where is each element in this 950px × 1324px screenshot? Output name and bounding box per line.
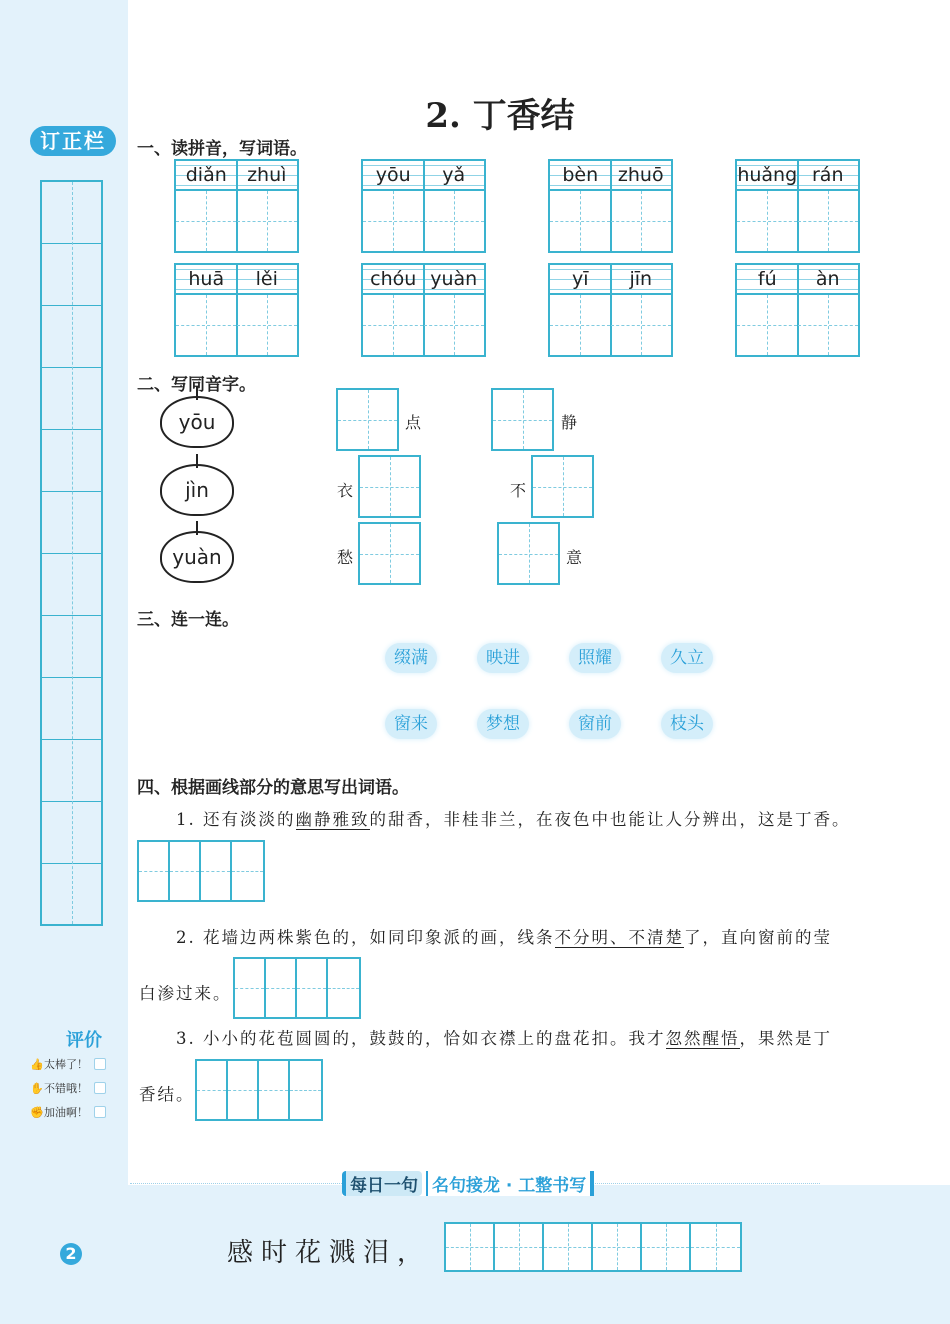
answer-cell[interactable] — [232, 842, 263, 900]
pinyin: bèn — [562, 164, 599, 186]
match-word[interactable]: 照耀 — [569, 643, 621, 673]
match-word[interactable]: 缀满 — [385, 643, 437, 673]
pinyin: yuàn — [430, 268, 478, 290]
section1-heading: 一、读拼音，写词语。 — [137, 139, 307, 159]
pinyin: huā — [188, 268, 225, 290]
checkbox[interactable] — [94, 1082, 106, 1094]
answer-cell[interactable] — [297, 959, 328, 1017]
char-label: 不 — [510, 481, 527, 500]
answer-box[interactable] — [358, 522, 421, 585]
copy-cell[interactable] — [544, 1224, 593, 1270]
answer-cell[interactable] — [328, 959, 359, 1017]
answer-grid[interactable] — [137, 840, 265, 902]
pinyin: yǎ — [442, 164, 466, 186]
match-word[interactable]: 久立 — [661, 643, 713, 673]
correction-column-badge: 订正栏 — [30, 126, 116, 156]
page-title: 2. 丁香结 — [425, 96, 575, 136]
answer-cell[interactable] — [201, 842, 232, 900]
apple-pinyin: jìn — [160, 464, 234, 516]
evaluation-title: 评价 — [66, 1030, 102, 1051]
match-word[interactable]: 枝头 — [661, 709, 713, 739]
answer-box[interactable] — [531, 455, 594, 518]
answer-cell[interactable] — [197, 1061, 228, 1119]
pinyin-word-box[interactable] — [174, 263, 299, 357]
copy-cell[interactable] — [446, 1224, 495, 1270]
char-label: 静 — [561, 413, 578, 432]
answer-cell[interactable] — [139, 842, 170, 900]
pinyin: yōu — [375, 164, 411, 186]
page-number: 2 — [60, 1243, 82, 1265]
evaluation-item: 👍 太棒了！ — [30, 1052, 120, 1076]
answer-cell[interactable] — [259, 1061, 290, 1119]
answer-box[interactable] — [358, 455, 421, 518]
pinyin-word-box[interactable] — [361, 159, 486, 253]
answer-cell[interactable] — [235, 959, 266, 1017]
copy-cell[interactable] — [691, 1224, 740, 1270]
evaluation-item: ✋ 不错哦！ — [30, 1076, 120, 1100]
answer-grid[interactable] — [195, 1059, 323, 1121]
daily-subtitle: 名句接龙 · 工整书写 — [426, 1171, 594, 1196]
pinyin: fú — [757, 268, 777, 290]
match-word[interactable]: 窗来 — [385, 709, 437, 739]
pinyin: àn — [815, 268, 840, 290]
question-3-line2: 香结。 — [139, 1085, 195, 1104]
apple-pinyin: yuàn — [160, 531, 234, 583]
copy-cell[interactable] — [593, 1224, 642, 1270]
pinyin: yī — [571, 268, 589, 290]
section2-heading: 二、写同音字。 — [137, 375, 256, 395]
pinyin: zhuì — [247, 164, 287, 186]
daily-sentence-header — [342, 1170, 594, 1196]
match-word[interactable]: 梦想 — [477, 709, 529, 739]
daily-tag: 每日一句 — [342, 1171, 422, 1196]
pinyin: zhuō — [617, 164, 664, 186]
match-word[interactable]: 窗前 — [569, 709, 621, 739]
checkbox[interactable] — [94, 1106, 106, 1118]
fist-icon: ✊ — [30, 1105, 44, 1119]
pinyin: chóu — [370, 268, 417, 290]
underlined-phrase: 忽然醒悟 — [665, 1029, 740, 1048]
answer-cell[interactable] — [266, 959, 297, 1017]
copy-cell[interactable] — [642, 1224, 691, 1270]
match-word[interactable]: 映进 — [477, 643, 529, 673]
pinyin-word-box[interactable] — [735, 263, 860, 357]
pinyin: huǎng — [737, 164, 798, 186]
thumbs-up-icon: 👍 — [30, 1057, 44, 1071]
evaluation-item: ✊ 加油啊！ — [30, 1100, 120, 1124]
answer-cell[interactable] — [170, 842, 201, 900]
answer-cell[interactable] — [290, 1061, 321, 1119]
pinyin: rán — [812, 164, 844, 186]
answer-grid[interactable] — [233, 957, 361, 1019]
answer-box[interactable] — [491, 388, 554, 451]
underlined-phrase: 幽静雅致 — [295, 810, 370, 829]
answer-box[interactable] — [497, 522, 560, 585]
char-label: 愁 — [337, 548, 354, 567]
answer-box[interactable] — [336, 388, 399, 451]
char-label: 意 — [566, 548, 583, 567]
question-3: 3. 小小的花苞圆圆的，鼓鼓的，恰如衣襟上的盘花扣。我才忽然醒悟，果然是丁 — [176, 1029, 832, 1048]
section3-heading: 三、连一连。 — [137, 610, 239, 630]
correction-grid[interactable] — [40, 180, 103, 926]
underlined-phrase: 不分明、不清楚 — [554, 928, 684, 947]
question-1: 1. 还有淡淡的幽静雅致的甜香，非桂非兰，在夜色中也能让人分辨出，这是丁香。 — [176, 810, 851, 829]
daily-sentence: 感时花溅泪， — [227, 1238, 432, 1268]
copy-grid[interactable] — [444, 1222, 742, 1272]
pinyin: jīn — [629, 268, 653, 290]
pinyin-word-box[interactable] — [735, 159, 860, 253]
pinyin: diǎn — [185, 164, 227, 186]
question-2-line2: 白渗过来。 — [139, 984, 232, 1003]
pinyin-word-box[interactable] — [174, 159, 299, 253]
pinyin-word-box[interactable] — [548, 159, 673, 253]
char-label: 点 — [405, 413, 422, 432]
apple-pinyin: yōu — [160, 396, 234, 448]
pinyin: lěi — [255, 268, 278, 290]
checkbox[interactable] — [94, 1058, 106, 1070]
evaluation-panel — [30, 1026, 120, 1124]
char-label: 衣 — [337, 481, 354, 500]
pinyin-word-box[interactable] — [548, 263, 673, 357]
pinyin-word-box[interactable] — [361, 263, 486, 357]
section4-heading: 四、根据画线部分的意思写出词语。 — [137, 778, 409, 798]
question-2: 2. 花墙边两株紫色的，如同印象派的画，线条不分明、不清楚了，直向窗前的莹 — [176, 928, 832, 947]
clap-icon: ✋ — [30, 1081, 44, 1095]
answer-cell[interactable] — [228, 1061, 259, 1119]
copy-cell[interactable] — [495, 1224, 544, 1270]
